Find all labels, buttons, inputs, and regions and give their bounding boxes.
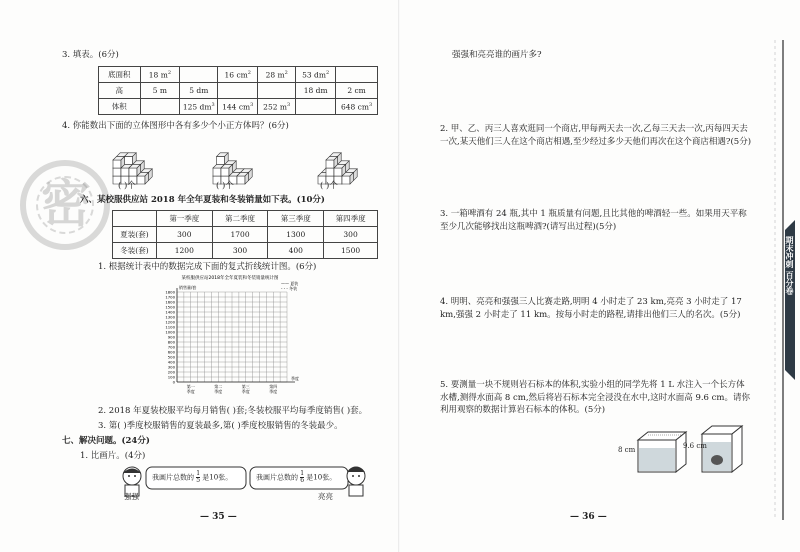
x-tick-label-line1: 第三 — [241, 384, 250, 389]
series-sidebar — [755, 40, 795, 520]
y-tick-label: 1700 — [165, 294, 175, 300]
chart-ylabel: 销售量/套 — [179, 285, 197, 290]
cube-blank-3: ( )个 — [320, 181, 338, 191]
section6-title: 六、某校服供应站 2018 年全年夏装和冬装销量如下表。(10分) — [80, 195, 325, 205]
x-tick-label-line2: 季度 — [269, 389, 278, 394]
chart-title: 某校服供应站2018年全年夏装和冬装销量统计图 — [181, 276, 279, 281]
table-cell — [218, 83, 258, 99]
y-tick-label: 300 — [167, 364, 175, 370]
cube-blank-2: ( )个 — [216, 181, 234, 191]
x-tick-label-line2: 季度 — [214, 389, 223, 394]
line-chart — [155, 274, 305, 402]
table-cell: 高 — [99, 83, 141, 99]
table-row — [99, 67, 378, 83]
page-number-right: — 36 — — [570, 512, 607, 522]
table-row — [113, 243, 378, 259]
chart-xlabel: 季度 — [291, 376, 299, 381]
series-title: 期末冲刺 百分卷 — [785, 236, 794, 295]
table-cell: 底面积 — [99, 67, 141, 83]
sales-table — [112, 210, 378, 259]
table-cell: 1300 — [268, 227, 324, 243]
table-cell: 53 $dm^2$ — [296, 67, 336, 83]
y-tick-label: 500 — [167, 354, 175, 360]
x-tick-label-line1: 第四 — [269, 384, 278, 389]
table-cell: 648 $cm^3$ — [336, 99, 378, 115]
table-cell: 1700 — [212, 227, 268, 243]
table-cell: 1500 — [324, 243, 378, 259]
table-cell: 体积 — [99, 99, 141, 115]
r-cont: 强强和亮亮谁的画片多? — [452, 50, 542, 60]
table-cell: 252 $m^3$ — [258, 99, 296, 115]
y-tick-label: 600 — [167, 349, 175, 355]
s6-q3: 3. 第( )季度校服销售的夏装最多,第( )季度校服销售的冬装最少。 — [98, 421, 343, 431]
table-cell: 2 cm — [336, 83, 378, 99]
table-cell: 5 m — [140, 83, 180, 99]
name-qiangqiang: 强强 — [124, 492, 139, 501]
liangliang-figure — [347, 467, 365, 496]
label-9-6cm: 9.6 cm — [683, 442, 707, 450]
tank-before — [638, 432, 686, 472]
table-cell — [296, 99, 336, 115]
table-cell: 300 — [156, 227, 212, 243]
table-cell — [113, 211, 157, 227]
y-tick-label: 0 — [172, 379, 175, 385]
table-cell: 1200 — [156, 243, 212, 259]
table-row — [113, 227, 378, 243]
s6-q2: 2. 2018 年夏装校服平均每月销售( )套;冬装校服平均每季度销售( )套。 — [98, 406, 368, 416]
x-tick-label-line2: 季度 — [241, 389, 250, 394]
table-row — [99, 83, 378, 99]
table-cell: 5 dm — [180, 83, 218, 99]
y-tick-label: 1600 — [165, 299, 175, 305]
table-cell: 125 $dm^3$ — [180, 99, 218, 115]
table-row — [99, 99, 378, 115]
right-page — [400, 0, 800, 552]
y-tick-label: 200 — [167, 369, 175, 375]
s6-q1: 1. 根据统计表中的数据完成下面的复式折线统计图。(6分) — [98, 262, 317, 272]
y-tick-label: 800 — [167, 339, 175, 345]
table-cell: 16 $cm^2$ — [218, 67, 258, 83]
tank-after — [702, 426, 742, 472]
y-tick-label: 1800 — [165, 289, 175, 295]
y-tick-label: 1300 — [165, 314, 175, 320]
bubble-left-text: 我画片总数的 $\frac{1}{5}$ 是10张。 — [152, 470, 233, 484]
y-tick-label: 1100 — [165, 324, 175, 330]
table-row — [113, 211, 378, 227]
table-cell — [258, 83, 296, 99]
table-cell — [140, 99, 180, 115]
legend-summer: —— 夏装 — [281, 281, 299, 286]
table-cell: 第四季度 — [324, 211, 378, 227]
table-cell: 400 — [268, 243, 324, 259]
y-tick-label: 1500 — [165, 304, 175, 310]
table-cell: 第三季度 — [268, 211, 324, 227]
table-cell: 冬装(套) — [113, 243, 157, 259]
watermark-glyph: 密 — [41, 175, 91, 233]
table-cell: 18 $m^2$ — [140, 67, 180, 83]
q4-title: 4. 你能数出下面的立体图形中各有多少个小正方体吗？(6分) — [62, 121, 289, 131]
r-q4: 4. 明明、亮亮和强强三人比赛走路,明明 4 小时走了 23 km,亮亮 3 小时走了 17 km,强强 2 小时走了 11 km。按每小时走的路程,请排出他们三人的名次。(5分) — [440, 297, 742, 320]
table-cell: 300 — [212, 243, 268, 259]
y-tick-label: 1200 — [165, 319, 175, 325]
y-tick-label: 400 — [167, 359, 175, 365]
cube-blank-1: ( )个 — [118, 181, 136, 191]
bubble-right-text: 我画片总数的 $\frac{1}{6}$ 是10张。 — [256, 470, 337, 484]
table-cell: 第二季度 — [212, 211, 268, 227]
y-tick-label: 100 — [167, 374, 175, 380]
table-cell: 夏装(套) — [113, 227, 157, 243]
table-cell: 144 $cm^3$ — [218, 99, 258, 115]
label-8cm: 8 cm — [618, 446, 636, 454]
cube-figures — [108, 132, 378, 188]
section7-title: 七、解决问题。(24分) — [62, 436, 150, 446]
fill-table — [98, 66, 378, 115]
table-cell: 28 $m^2$ — [258, 67, 296, 83]
table-cell: 第一季度 — [156, 211, 212, 227]
legend-winter: - - - 冬装 — [281, 286, 298, 291]
page-number-left: — 35 — — [200, 512, 237, 522]
y-tick-label: 1400 — [165, 309, 175, 315]
q3-title: 3. 填表。(6分) — [62, 50, 119, 60]
y-tick-label: 900 — [167, 334, 175, 340]
table-cell: 18 dm — [296, 83, 336, 99]
s7-q1: 1. 比画片。(4分) — [80, 451, 146, 461]
x-tick-label-line2: 季度 — [186, 389, 195, 394]
x-tick-label-line1: 第一 — [186, 384, 195, 389]
table-cell: 300 — [324, 227, 378, 243]
r-q2: 2. 甲、乙、丙三人喜欢逛同一个商店,甲每两天去一次,乙每三天去一次,丙每四天去一次,某天他们三人在这个商店相遇,至少经过多少天他们再次在这个商店相遇?(5分) — [440, 124, 752, 147]
name-liangliang: 亮亮 — [318, 492, 333, 501]
y-tick-label: 1000 — [165, 329, 175, 335]
x-tick-label-line1: 第二 — [214, 384, 223, 389]
table-cell — [336, 67, 378, 83]
r-q3: 3. 一箱啤酒有 24 瓶,其中 1 瓶质量有问题,且比其他的啤酒轻一些。如果用天平称至少几次能够找出这瓶啤酒?(请写出过程)(5分) — [440, 209, 747, 232]
y-tick-label: 700 — [167, 344, 175, 350]
table-cell — [180, 67, 218, 83]
r-q5: 5. 要测量一块不规则岩石标本的体积,实验小组的同学先将 1 L 水注入一个长方体水槽,测得水面高 8 cm,然后将岩石标本完全浸没在水中,这时水面高 9.6 cm。请你利用观察的数据计算岩石标本的体积。(5分) — [440, 380, 750, 415]
